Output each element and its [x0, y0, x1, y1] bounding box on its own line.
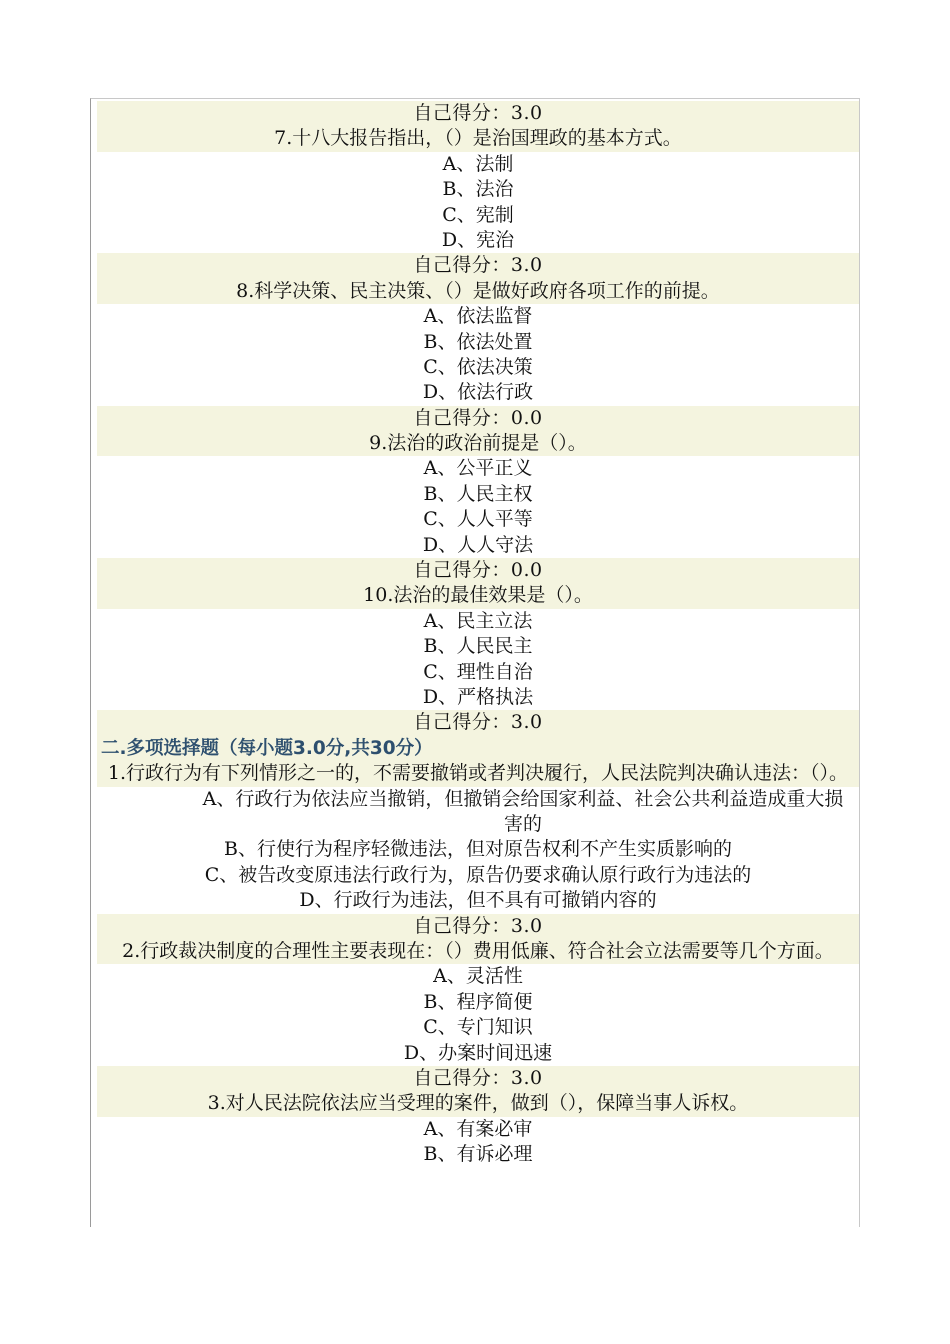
- option-text: B、人民民主: [423, 635, 533, 658]
- option-text: C、宪制: [442, 203, 514, 226]
- question-text: 7.十八大报告指出，（）是治国理政的基本方式。: [97, 126, 859, 151]
- score-line: 自己得分：3.0: [97, 101, 859, 126]
- option-text: B、依法处置: [423, 330, 533, 353]
- option-text: B、程序简便: [423, 990, 533, 1013]
- option-text: D、宪治: [441, 228, 515, 251]
- option-text: B、有诉必理: [423, 1143, 533, 1166]
- option-text: A、公平正义: [423, 457, 533, 480]
- question-text: 10.法治的最佳效果是（）。: [97, 583, 859, 608]
- question-text: 8.科学决策、民主决策、（）是做好政府各项工作的前提。: [97, 279, 859, 304]
- option-text: D、依法行政: [422, 381, 534, 404]
- question-text: 9.法治的政治前提是（）。: [97, 431, 859, 456]
- option-text: A、灵活性: [433, 965, 523, 988]
- option-text: D、严格执法: [422, 685, 534, 708]
- option-text: D、行政行为违法，但不具有可撤销内容的: [299, 889, 657, 912]
- quiz-results-frame: [90, 98, 860, 1227]
- option-text: C、依法决策: [423, 355, 533, 378]
- quiz-results-list: [97, 101, 859, 1167]
- section-heading: 二.多项选择题（每小题3.0分,共30分）: [97, 736, 859, 761]
- question-text: 3.对人民法院依法应当受理的案件，做到（），保障当事人诉权。: [97, 1091, 859, 1116]
- option-text: A、有案必审: [423, 1117, 533, 1140]
- option-text: B、行使行为程序轻微违法，但对原告权利不产生实质影响的: [224, 838, 732, 861]
- option-text: C、理性自治: [423, 660, 533, 683]
- question-text: 1.行政行为有下列情形之一的，不需要撤销或者判决履行，人民法院判决确认违法：（）。: [97, 761, 859, 786]
- option-text: A、依法监督: [423, 305, 533, 328]
- option-text: A、法制: [442, 152, 514, 175]
- score-line: 自己得分：3.0: [97, 253, 859, 278]
- score-line: 自己得分：0.0: [97, 558, 859, 583]
- score-line: 自己得分：3.0: [97, 914, 859, 939]
- option-text: C、专门知识: [423, 1016, 533, 1039]
- option-text: B、法治: [442, 178, 514, 201]
- score-line: 自己得分：0.0: [97, 406, 859, 431]
- option-text: A、行政行为依法应当撤销，但撤销会给国家利益、社会公共利益造成重大损害的: [202, 787, 844, 835]
- option-text: D、办案时间迅速: [403, 1041, 553, 1064]
- option-text: D、人人守法: [422, 533, 534, 556]
- option-text: C、人人平等: [423, 508, 533, 531]
- option-text: C、被告改变原违法行政行为，原告仍要求确认原行政行为违法的: [204, 863, 752, 886]
- option-text: A、民主立法: [423, 609, 533, 632]
- score-line: 自己得分：3.0: [97, 1066, 859, 1091]
- option-text: B、人民主权: [423, 482, 533, 505]
- score-line: 自己得分：3.0: [97, 710, 859, 735]
- question-text: 2.行政裁决制度的合理性主要表现在：（）费用低廉、符合社会立法需要等几个方面。: [97, 939, 859, 964]
